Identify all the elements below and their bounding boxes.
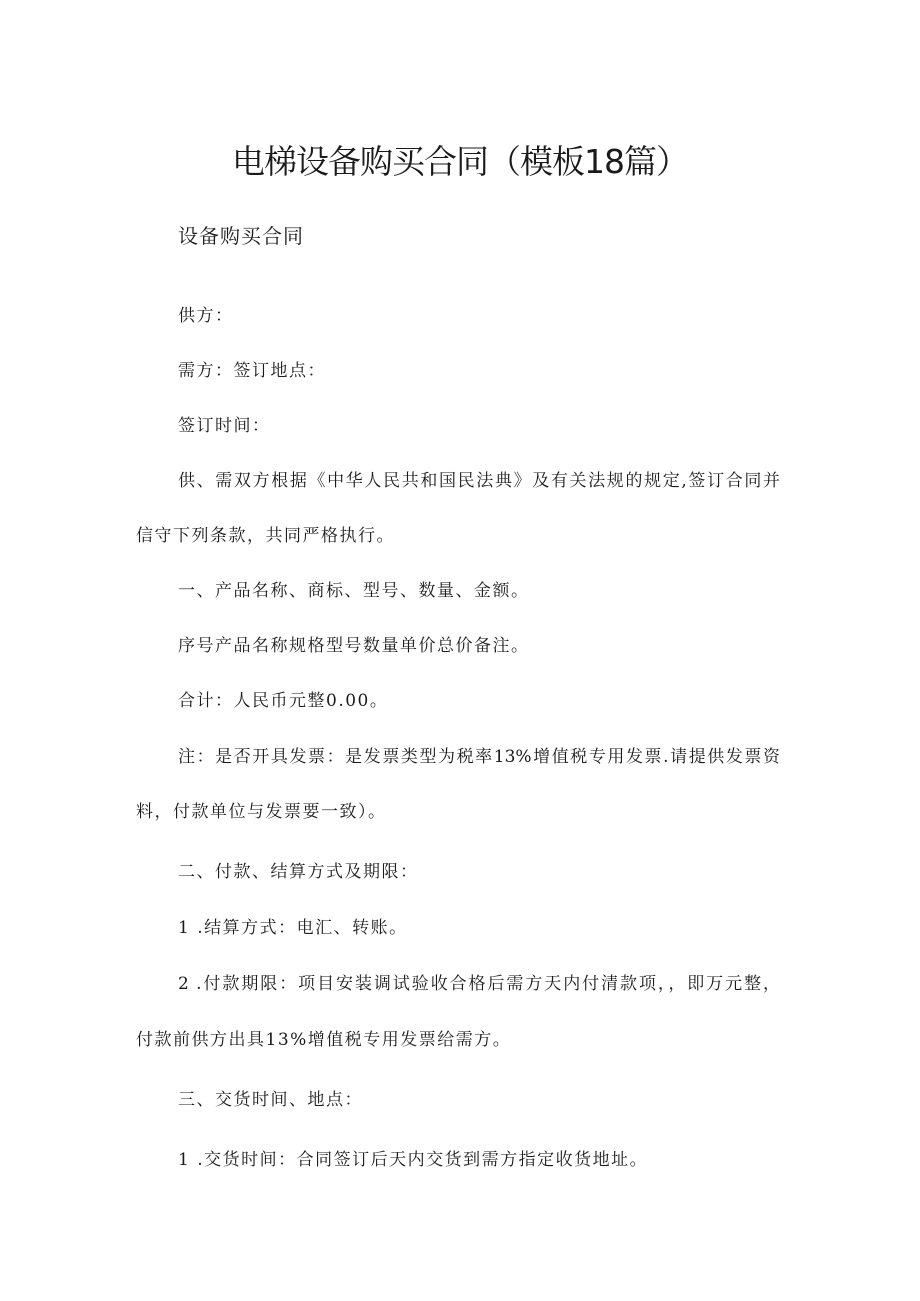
supplier-line: 供方： xyxy=(178,306,234,326)
invoice-note-line-1: 注：是否开具发票：是发票类型为税率13%增值税专用发票.请提供发票资 xyxy=(178,747,780,767)
settlement-method-line: 1 .结算方式：电汇、转账。 xyxy=(178,918,408,938)
product-table-header-line: 序号产品名称规格型号数量单价总价备注。 xyxy=(178,636,530,656)
preamble-line-2: 信守下列条款，共同严格执行。 xyxy=(136,526,395,546)
section-two-heading: 二、付款、结算方式及期限： xyxy=(178,862,419,882)
payment-term-line-1: 2 .付款期限：项目安装调试验收合格后需方天内付清款项，，即万元整， xyxy=(178,974,780,994)
delivery-time-line: 1 .交货时间：合同签订后天内交货到需方指定收货地址。 xyxy=(178,1150,649,1170)
section-one-heading: 一、产品名称、商标、型号、数量、金额。 xyxy=(178,581,530,601)
preamble-line-1: 供、需双方根据《中华人民共和国民法典》及有关法规的规定,签订合同并 xyxy=(178,471,780,491)
signing-time-line: 签订时间： xyxy=(178,416,271,436)
section-three-heading: 三、交货时间、地点： xyxy=(178,1090,363,1110)
total-line: 合计：人民币元整0.00。 xyxy=(178,691,389,711)
payment-term-line-2: 付款前供方出具13%增值税专用发票给需方。 xyxy=(136,1030,512,1050)
invoice-note-line-2: 料，付款单位与发票要一致）。 xyxy=(136,802,387,822)
buyer-location-line: 需方：签订地点： xyxy=(178,361,326,381)
document-subtitle: 设备购买合同 xyxy=(178,224,304,248)
document-title: 电梯设备购买合同（模板18篇） xyxy=(232,142,688,181)
